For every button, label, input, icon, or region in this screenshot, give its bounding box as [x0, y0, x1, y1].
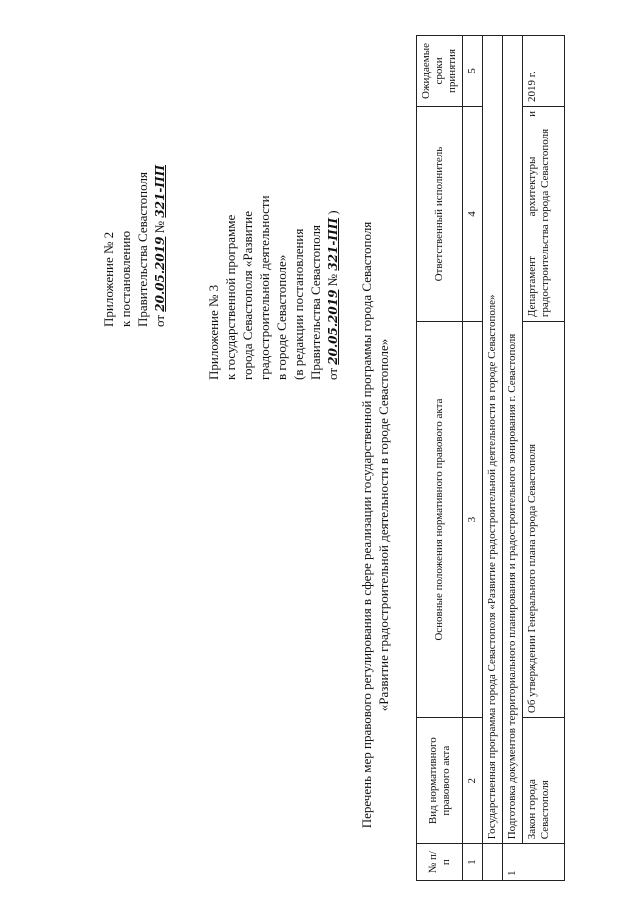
appendix-main-line1: Приложение № 2 [101, 231, 116, 327]
table-header-row [417, 36, 463, 881]
from-label: от [152, 314, 167, 327]
column-number: 4 [463, 106, 483, 321]
appendix-program-line5: в городе Севастополе» [274, 254, 289, 380]
deadline-cell: 2019 г. [523, 36, 565, 107]
section-number: 1 [503, 844, 565, 881]
from-label: от [325, 367, 340, 380]
column-number: 3 [463, 322, 483, 718]
column-number-row [463, 36, 483, 881]
title-line2: «Развитие градостроительной деятельности в городе Севастополе» [376, 338, 391, 712]
appendix-program-line2: к государственной программе [223, 214, 238, 380]
number-sign: № [325, 273, 340, 287]
appendix-program-line8 [324, 195, 342, 380]
appendix-program-line3: города Севастополя «Развитие [240, 210, 255, 380]
column-number: 2 [463, 718, 483, 844]
handwritten-number: 321-ПП [326, 217, 340, 271]
appendix-program-line6: (в редакции постановления [291, 228, 306, 380]
header-act-content: Основные положения нормативного правового акта [417, 322, 463, 718]
executor-cell: Департамент архитектуры и градостроительства города Севастополя [523, 106, 565, 321]
program-row-blank [483, 844, 503, 881]
table-row [523, 36, 565, 881]
section-row [503, 36, 523, 881]
appendix-program-line7: Правительства Севастополя [308, 225, 323, 380]
appendix-main-block [100, 165, 169, 327]
column-number: 1 [463, 844, 483, 881]
program-title-cell: Государственная программа города Севастополя «Развитие градостроительной деятельности в городе Севастополе» [483, 36, 503, 844]
appendix-main-line3: Правительства Севастополя [135, 172, 150, 327]
header-number: № п/п [417, 844, 463, 881]
handwritten-date: 20.05.2019 [153, 236, 167, 312]
appendix-main-line2: к постановлению [118, 230, 133, 327]
act-type-cell: Закон города Севастополя [523, 718, 565, 844]
handwritten-date: 20.05.2019 [326, 289, 340, 365]
program-row [483, 36, 503, 881]
header-executor: Ответственный исполнитель [417, 106, 463, 321]
handwritten-number: 321-ПП [153, 164, 167, 218]
appendix-program-line4: градостроительной деятельности [257, 195, 272, 380]
regulation-table [416, 35, 565, 881]
column-number: 5 [463, 36, 483, 107]
appendix-program-line1: Приложение № 3 [206, 284, 221, 380]
appendix-program-block [205, 195, 342, 380]
header-act-type: Вид нормативного правового акта [417, 718, 463, 844]
header-deadline: Ожидаемые сроки принятия [417, 36, 463, 107]
act-content-cell: Об утверждении Генерального плана города Севастополя [523, 322, 565, 718]
document-title [358, 205, 392, 845]
title-line1: Перечень мер правового регулирования в сфере реализации государственной программы города Севастополя [359, 221, 374, 829]
appendix-main-line4 [151, 165, 169, 327]
number-sign: № [152, 220, 167, 234]
closing-paren: ) [325, 210, 340, 215]
section-title-cell: Подготовка документов территориального планирования и градостроительного зонирования г. Севастополя [503, 36, 523, 844]
